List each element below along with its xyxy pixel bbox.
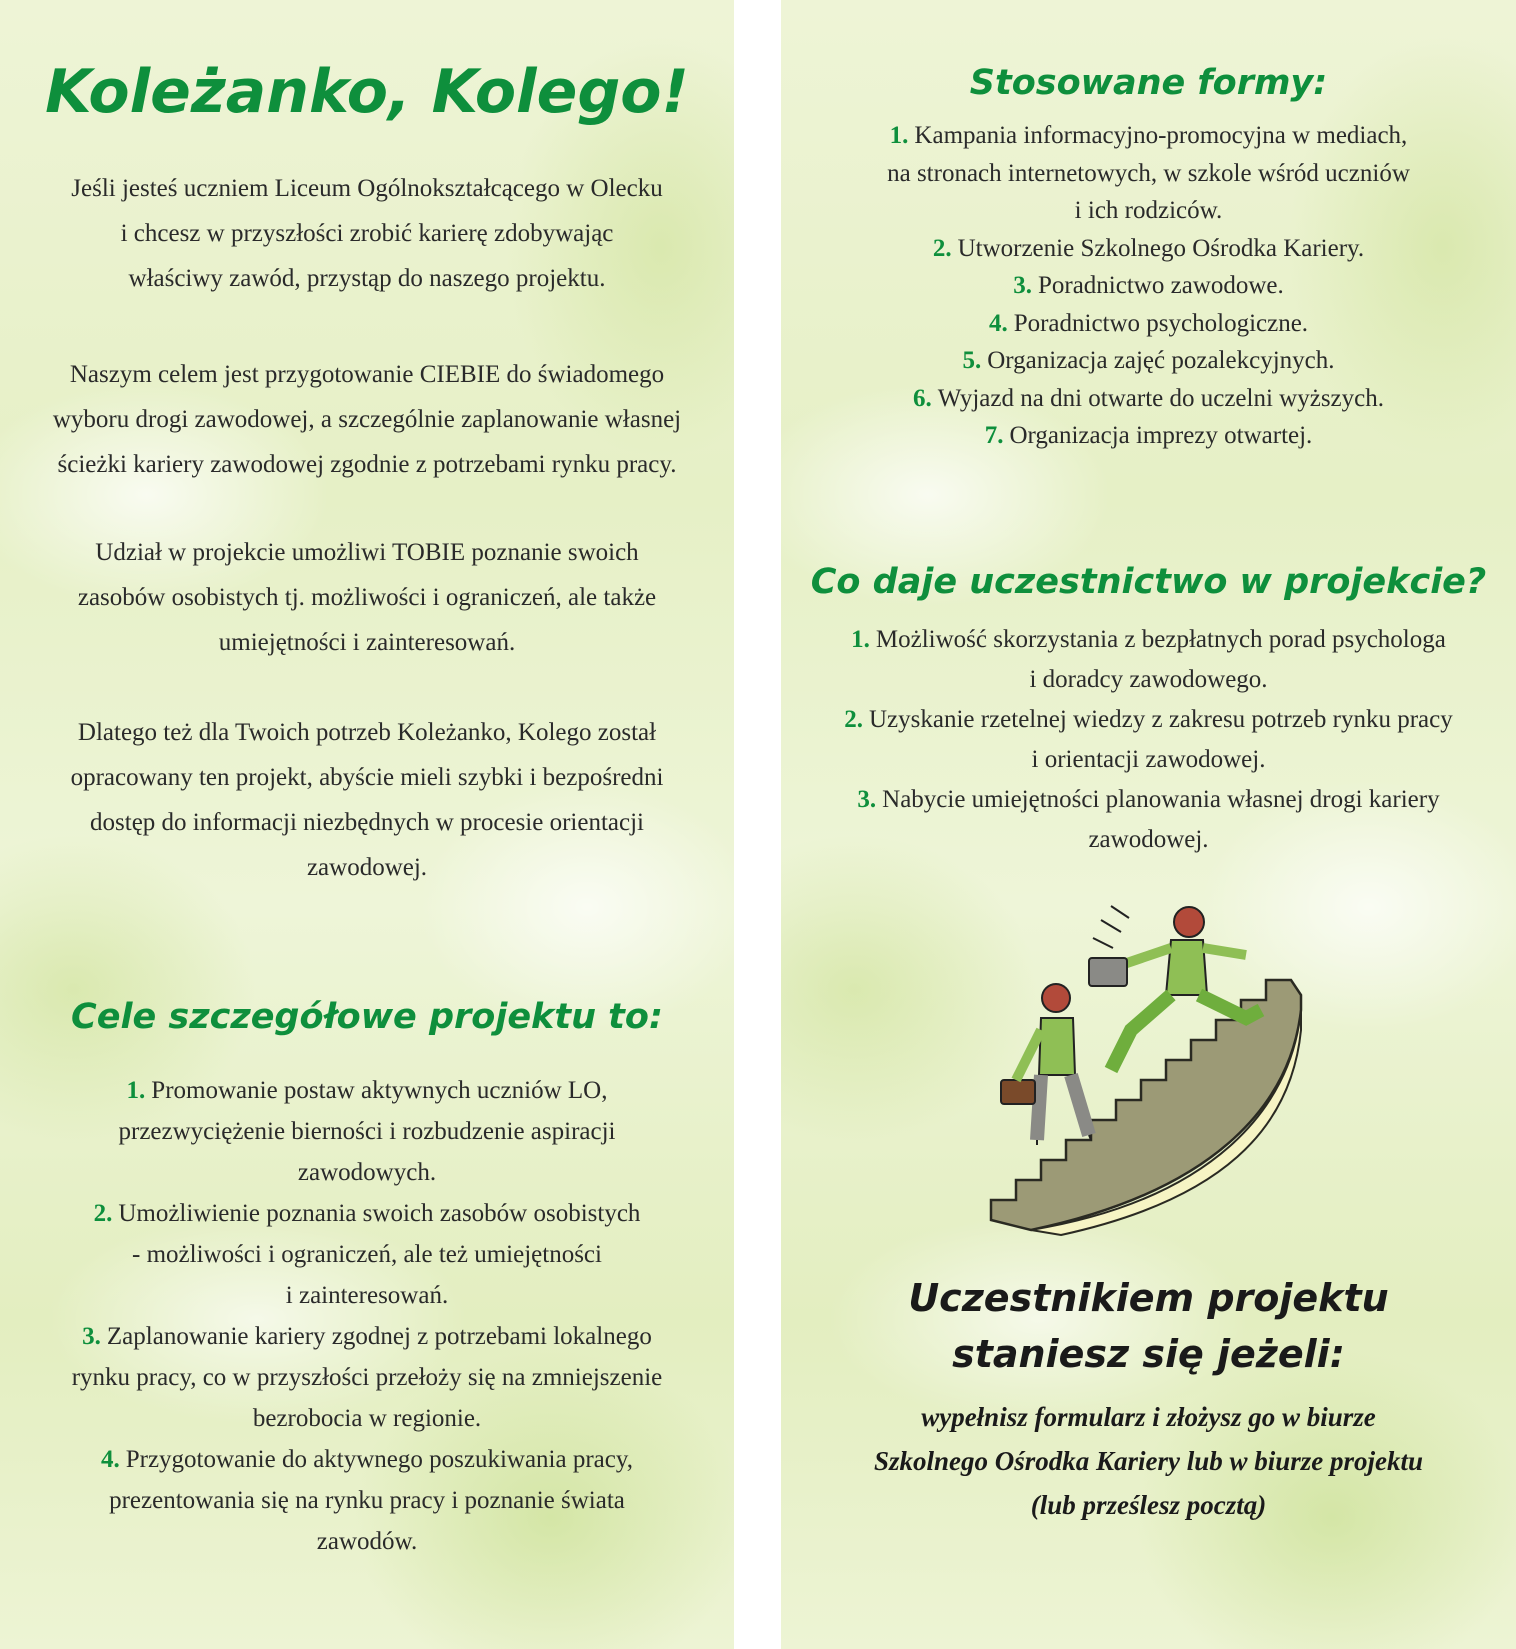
goals-list	[10, 1070, 724, 1562]
list-item: 1. Możliwość skorzystania z bezpłatnych porad psychologa i doradcy zawodowego.	[851, 626, 1446, 693]
list-item: 2. Umożliwienie poznania swoich zasobów osobistych - możliwości i ograniczeń, ale też umiejętności i zainteresowań.	[93, 1200, 641, 1309]
list-item: 6. Wyjazd na dni otwarte do uczelni wyższych.	[913, 384, 1384, 412]
forms-heading: Stosowane formy:	[969, 63, 1328, 103]
forms-list	[791, 117, 1506, 455]
benefits-list	[791, 620, 1506, 860]
list-item: 3. Nabycie umiejętności planowania własnej drogi kariery zawodowej.	[857, 786, 1440, 853]
list-item: 2. Uzyskanie rzetelnej wiedzy z zakresu potrzeb rynku pracy i orientacji zawodowej.	[844, 706, 1453, 773]
intro-paragraph: Jeśli jesteś uczniem Liceum Ogólnokształcącego w Olecku i chcesz w przyszłości zrobić karierę zdobywając właściwy zawód, przystąp do naszego projektu.	[71, 175, 663, 292]
participation-paragraph: Udział w projekcie umożliwi TOBIE poznanie swoich zasobów osobistych tj. możliwości i ograniczeń, ale także umiejętności i zainteresowań.	[77, 539, 657, 656]
participant-heading: Uczestnikiem projektu staniesz się jeżeli:	[908, 1276, 1389, 1376]
goals-heading: Cele szczegółowe projektu to:	[71, 997, 663, 1037]
list-item: 3. Zaplanowanie kariery zgodnej z potrzebami lokalnego rynku pracy, co w przyszłości przełoży się na zmniejszenie bezrobocia w regionie.	[71, 1323, 663, 1432]
list-item: 1. Kampania informacyjno-promocyjna w mediach, na stronach internetowych, w szkole wśród uczniów i ich rodziców.	[887, 122, 1410, 224]
left-panel	[0, 0, 734, 1649]
project-paragraph: Dlatego też dla Twoich potrzeb Koleżanko, Kolego został opracowany ten projekt, abyście mieli szybki i bezpośredni dostęp do informacji niezbędnych w procesie orientacji zawodowej.	[70, 719, 664, 881]
right-panel	[781, 0, 1516, 1649]
list-item: 2. Utworzenie Szkolnego Ośrodka Kariery.	[932, 234, 1365, 262]
list-item: 5. Organizacja zajęć pozalekcyjnych.	[962, 347, 1335, 374]
list-item: 7. Organizacja imprezy otwartej.	[984, 422, 1313, 449]
list-item: 4. Przygotowanie do aktywnego poszukiwania pracy, prezentowania się na rynku pracy i poznanie świata zawodów.	[100, 1446, 633, 1555]
stairs-climbing-illustration	[971, 900, 1321, 1240]
list-item: 1. Promowanie postaw aktywnych uczniów LO, przezwyciężenie bierności i rozbudzenie aspiracji zawodowych.	[118, 1077, 616, 1186]
list-item: 4. Poradnictwo psychologiczne.	[988, 309, 1309, 337]
benefits-heading: Co daje uczestnictwo w projekcie?	[810, 562, 1487, 602]
list-item: 3. Poradnictwo zawodowe.	[1013, 272, 1284, 299]
participant-text: wypełnisz formularz i złożysz go w biurze Szkolnego Ośrodka Kariery lub w biurze projektu (lub prześlesz pocztą)	[873, 1402, 1424, 1520]
goal-paragraph: Naszym celem jest przygotowanie CIEBIE do świadomego wyboru drogi zawodowej, a szczególnie zaplanowanie własnej ścieżki kariery zawodowej zgodnie z potrzebami rynku pracy.	[52, 361, 682, 478]
page-title: Koleżanko, Kolego!	[45, 57, 689, 127]
